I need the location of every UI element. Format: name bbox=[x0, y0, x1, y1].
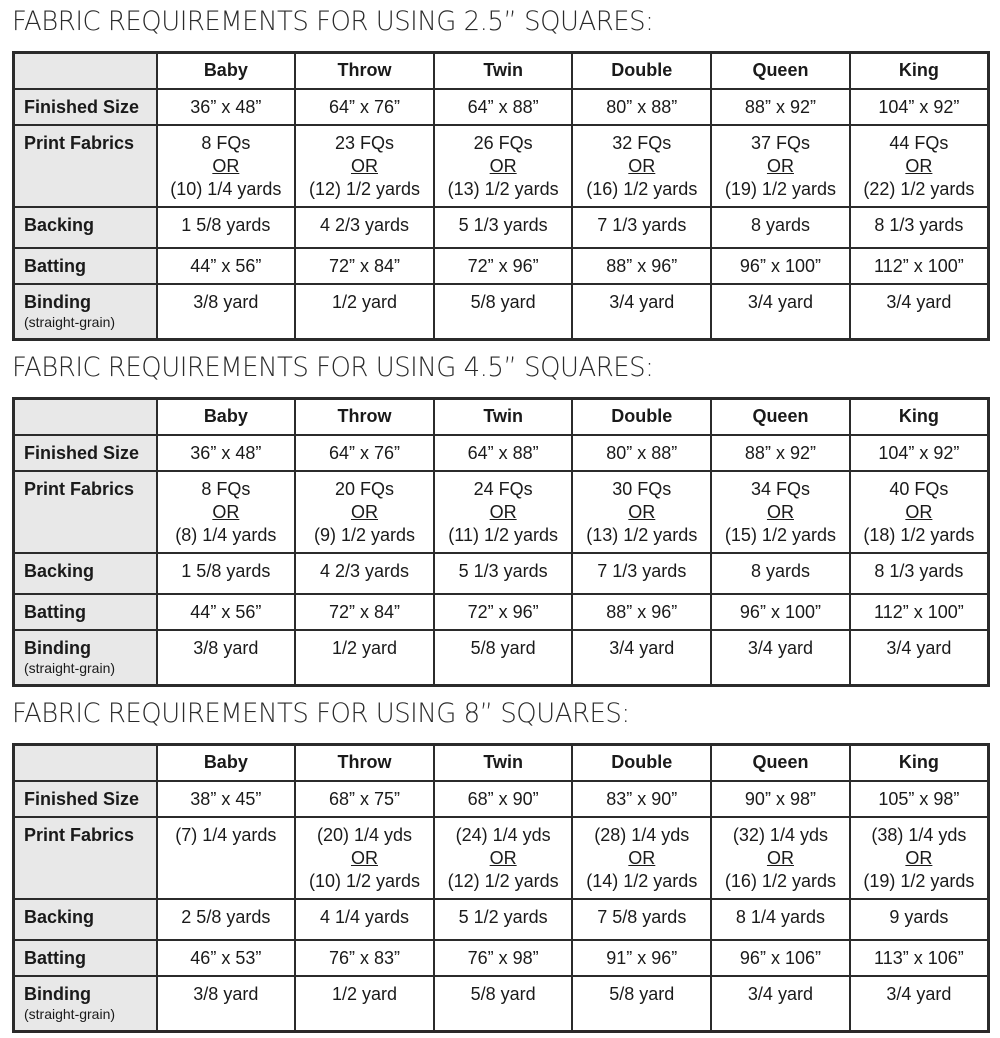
section-title: FABRIC REQUIREMENTS FOR USING 4.5” SQUARES: bbox=[12, 352, 654, 383]
fabric-alt-quantity: (10) 1/2 yards bbox=[308, 870, 421, 891]
fabric-alt-quantity: (18) 1/2 yards bbox=[863, 524, 975, 545]
binding-row bbox=[14, 630, 989, 686]
fabric-alt-quantity: (19) 1/2 yards bbox=[863, 870, 975, 891]
table-cell: 3/4 yard bbox=[572, 630, 711, 686]
table-cell: 7 5/8 yards bbox=[572, 899, 711, 940]
column-header-king: King bbox=[850, 745, 989, 781]
table-cell bbox=[295, 471, 434, 553]
table-cell: 1 5/8 yards bbox=[157, 553, 296, 594]
backing-row bbox=[14, 553, 989, 594]
table-cell: 80” x 88” bbox=[572, 89, 711, 125]
or-label: OR bbox=[766, 847, 794, 868]
fabric-alt-quantity: (19) 1/2 yards bbox=[724, 178, 836, 199]
fabric-quantity: (24) 1/4 yds bbox=[455, 824, 551, 845]
table-cell: 91” x 96” bbox=[572, 940, 711, 976]
row-label-backing: Backing bbox=[14, 207, 157, 248]
header-row bbox=[14, 399, 989, 435]
table-cell bbox=[295, 125, 434, 207]
table-cell: 36” x 48” bbox=[157, 89, 296, 125]
table-cell bbox=[434, 817, 573, 899]
row-label-print-fabrics: Print Fabrics bbox=[14, 817, 157, 899]
table-cell: 44” x 56” bbox=[157, 248, 296, 284]
table-cell: 1/2 yard bbox=[295, 284, 434, 340]
fabric-alt-quantity: (15) 1/2 yards bbox=[724, 524, 836, 545]
fabric-alt-quantity: (8) 1/4 yards bbox=[175, 524, 277, 545]
or-label: OR bbox=[350, 847, 378, 868]
table-cell: 4 2/3 yards bbox=[295, 553, 434, 594]
table-cell: 105” x 98” bbox=[850, 781, 989, 817]
row-label-binding bbox=[14, 630, 157, 686]
column-header-twin: Twin bbox=[434, 53, 573, 89]
table-cell: 5 1/3 yards bbox=[434, 553, 573, 594]
finished-size-row bbox=[14, 781, 989, 817]
table-cell: 72” x 96” bbox=[434, 594, 573, 630]
row-label-backing: Backing bbox=[14, 899, 157, 940]
column-header-king: King bbox=[850, 53, 989, 89]
corner-cell bbox=[14, 745, 157, 781]
table-cell: 9 yards bbox=[850, 899, 989, 940]
fabric-quantity: 24 FQs bbox=[473, 478, 533, 499]
batting-row bbox=[14, 248, 989, 284]
backing-row bbox=[14, 207, 989, 248]
column-header-baby: Baby bbox=[157, 53, 296, 89]
table-cell: 46” x 53” bbox=[157, 940, 296, 976]
table-cell: 3/4 yard bbox=[572, 284, 711, 340]
section-title: FABRIC REQUIREMENTS FOR USING 2.5” SQUARES: bbox=[12, 6, 654, 37]
column-header-twin: Twin bbox=[434, 399, 573, 435]
print-fabrics-row bbox=[14, 817, 989, 899]
row-label-binding bbox=[14, 976, 157, 1032]
fabric-quantity: 37 FQs bbox=[750, 132, 810, 153]
fabric-alt-quantity: (16) 1/2 yards bbox=[586, 178, 698, 199]
table-cell: 8 yards bbox=[711, 553, 850, 594]
binding-label: Binding bbox=[24, 983, 91, 1004]
fabric-alt-quantity: (11) 1/2 yards bbox=[448, 524, 558, 545]
section-4-5-squares bbox=[0, 352, 1000, 687]
column-header-double: Double bbox=[572, 399, 711, 435]
or-label: OR bbox=[766, 501, 794, 522]
binding-sublabel: (straight-grain) bbox=[24, 313, 116, 330]
table-cell: 3/8 yard bbox=[157, 284, 296, 340]
or-label: OR bbox=[212, 155, 240, 176]
column-header-double: Double bbox=[572, 53, 711, 89]
table-cell: 1/2 yard bbox=[295, 630, 434, 686]
or-label: OR bbox=[628, 847, 656, 868]
table-cell: 38” x 45” bbox=[157, 781, 296, 817]
table-cell: 4 1/4 yards bbox=[295, 899, 434, 940]
fabric-quantity: 40 FQs bbox=[889, 478, 949, 499]
table-cell: 96” x 100” bbox=[711, 248, 850, 284]
column-header-queen: Queen bbox=[711, 399, 850, 435]
fabric-alt-quantity: (22) 1/2 yards bbox=[863, 178, 975, 199]
column-header-baby: Baby bbox=[157, 399, 296, 435]
or-label: OR bbox=[350, 155, 378, 176]
requirements-table bbox=[12, 743, 990, 1033]
fabric-quantity: 32 FQs bbox=[612, 132, 672, 153]
print-fabrics-row bbox=[14, 471, 989, 553]
row-label-finished-size: Finished Size bbox=[14, 781, 157, 817]
corner-cell bbox=[14, 53, 157, 89]
column-header-double: Double bbox=[572, 745, 711, 781]
or-label: OR bbox=[766, 155, 794, 176]
table-cell: 68” x 90” bbox=[434, 781, 573, 817]
fabric-quantity: (38) 1/4 yds bbox=[871, 824, 967, 845]
row-label-batting: Batting bbox=[14, 940, 157, 976]
binding-sublabel: (straight-grain) bbox=[24, 1005, 116, 1022]
batting-row bbox=[14, 940, 989, 976]
row-label-binding bbox=[14, 284, 157, 340]
column-header-king: King bbox=[850, 399, 989, 435]
finished-size-row bbox=[14, 89, 989, 125]
fabric-alt-quantity: (13) 1/2 yards bbox=[447, 178, 559, 199]
table-cell: 5/8 yard bbox=[434, 630, 573, 686]
fabric-alt-quantity: (9) 1/2 yards bbox=[313, 524, 415, 545]
table-cell: 1/2 yard bbox=[295, 976, 434, 1032]
table-cell bbox=[850, 125, 989, 207]
binding-row bbox=[14, 284, 989, 340]
row-label-batting: Batting bbox=[14, 594, 157, 630]
table-cell: 3/4 yard bbox=[850, 976, 989, 1032]
table-cell bbox=[850, 471, 989, 553]
or-label: OR bbox=[628, 155, 656, 176]
table-cell: 3/4 yard bbox=[711, 976, 850, 1032]
fabric-quantity: (7) 1/4 yards bbox=[175, 824, 277, 845]
table-cell bbox=[850, 817, 989, 899]
fabric-quantity: (32) 1/4 yds bbox=[732, 824, 828, 845]
row-label-print-fabrics: Print Fabrics bbox=[14, 471, 157, 553]
or-label: OR bbox=[489, 501, 517, 522]
table-cell: 7 1/3 yards bbox=[572, 207, 711, 248]
row-label-print-fabrics: Print Fabrics bbox=[14, 125, 157, 207]
or-label: OR bbox=[350, 501, 378, 522]
column-header-twin: Twin bbox=[434, 745, 573, 781]
table-cell: 68” x 75” bbox=[295, 781, 434, 817]
table-cell: 90” x 98” bbox=[711, 781, 850, 817]
binding-row bbox=[14, 976, 989, 1032]
table-cell bbox=[434, 471, 573, 553]
table-cell: 5 1/3 yards bbox=[434, 207, 573, 248]
section-2-5-squares bbox=[0, 6, 1000, 341]
table-cell: 64” x 88” bbox=[434, 89, 573, 125]
table-cell: 96” x 106” bbox=[711, 940, 850, 976]
table-cell: 3/4 yard bbox=[850, 630, 989, 686]
table-cell: 3/4 yard bbox=[711, 284, 850, 340]
column-header-throw: Throw bbox=[295, 53, 434, 89]
fabric-quantity: 8 FQs bbox=[201, 478, 251, 499]
table-cell bbox=[572, 471, 711, 553]
or-label: OR bbox=[489, 155, 517, 176]
table-cell: 2 5/8 yards bbox=[157, 899, 296, 940]
table-cell bbox=[711, 125, 850, 207]
table-cell: 64” x 76” bbox=[295, 89, 434, 125]
table-cell: 83” x 90” bbox=[572, 781, 711, 817]
table-cell: 3/8 yard bbox=[157, 630, 296, 686]
fabric-alt-quantity: (12) 1/2 yards bbox=[447, 870, 559, 891]
table-cell: 7 1/3 yards bbox=[572, 553, 711, 594]
row-label-backing: Backing bbox=[14, 553, 157, 594]
table-cell bbox=[711, 471, 850, 553]
fabric-quantity: 34 FQs bbox=[750, 478, 810, 499]
table-cell bbox=[572, 125, 711, 207]
requirements-table bbox=[12, 397, 990, 687]
table-cell: 104” x 92” bbox=[850, 435, 989, 471]
table-cell: 112” x 100” bbox=[850, 594, 989, 630]
binding-label: Binding bbox=[24, 291, 91, 312]
binding-label: Binding bbox=[24, 637, 91, 658]
column-header-queen: Queen bbox=[711, 745, 850, 781]
table-cell: 88” x 96” bbox=[572, 594, 711, 630]
fabric-quantity: 8 FQs bbox=[201, 132, 251, 153]
table-cell: 88” x 92” bbox=[711, 435, 850, 471]
binding-sublabel: (straight-grain) bbox=[24, 659, 116, 676]
fabric-quantity: 23 FQs bbox=[334, 132, 394, 153]
table-cell: 72” x 84” bbox=[295, 248, 434, 284]
or-label: OR bbox=[628, 501, 656, 522]
table-cell: 1 5/8 yards bbox=[157, 207, 296, 248]
table-cell: 72” x 84” bbox=[295, 594, 434, 630]
table-cell bbox=[434, 125, 573, 207]
table-cell: 64” x 76” bbox=[295, 435, 434, 471]
column-header-throw: Throw bbox=[295, 399, 434, 435]
table-cell: 3/8 yard bbox=[157, 976, 296, 1032]
section-title: FABRIC REQUIREMENTS FOR USING 8” SQUARES: bbox=[12, 698, 630, 729]
table-cell: 104” x 92” bbox=[850, 89, 989, 125]
print-fabrics-row bbox=[14, 125, 989, 207]
table-cell: 8 1/3 yards bbox=[850, 553, 989, 594]
table-cell: 113” x 106” bbox=[850, 940, 989, 976]
table-cell bbox=[157, 471, 296, 553]
fabric-alt-quantity: (14) 1/2 yards bbox=[586, 870, 698, 891]
table-cell: 76” x 98” bbox=[434, 940, 573, 976]
fabric-alt-quantity: (16) 1/2 yards bbox=[724, 870, 836, 891]
or-label: OR bbox=[905, 155, 933, 176]
section-8-squares bbox=[0, 698, 1000, 1033]
column-header-baby: Baby bbox=[157, 745, 296, 781]
fabric-quantity: 44 FQs bbox=[889, 132, 949, 153]
table-cell: 96” x 100” bbox=[711, 594, 850, 630]
batting-row bbox=[14, 594, 989, 630]
corner-cell bbox=[14, 399, 157, 435]
table-cell: 36” x 48” bbox=[157, 435, 296, 471]
table-cell: 44” x 56” bbox=[157, 594, 296, 630]
fabric-quantity: (28) 1/4 yds bbox=[594, 824, 690, 845]
table-cell: 8 1/3 yards bbox=[850, 207, 989, 248]
table-cell: 5/8 yard bbox=[434, 284, 573, 340]
table-cell: 88” x 92” bbox=[711, 89, 850, 125]
table-cell: 64” x 88” bbox=[434, 435, 573, 471]
table-cell: 72” x 96” bbox=[434, 248, 573, 284]
table-cell: 3/4 yard bbox=[711, 630, 850, 686]
fabric-alt-quantity: (12) 1/2 yards bbox=[308, 178, 421, 199]
or-label: OR bbox=[905, 501, 933, 522]
row-label-finished-size: Finished Size bbox=[14, 435, 157, 471]
table-cell: 8 yards bbox=[711, 207, 850, 248]
table-cell: 80” x 88” bbox=[572, 435, 711, 471]
backing-row bbox=[14, 899, 989, 940]
fabric-alt-quantity: (13) 1/2 yards bbox=[586, 524, 698, 545]
fabric-quantity: 20 FQs bbox=[334, 478, 394, 499]
column-header-queen: Queen bbox=[711, 53, 850, 89]
table-cell bbox=[157, 817, 296, 899]
table-cell: 4 2/3 yards bbox=[295, 207, 434, 248]
or-label: OR bbox=[905, 847, 933, 868]
table-cell bbox=[572, 817, 711, 899]
header-row bbox=[14, 53, 989, 89]
fabric-quantity: (20) 1/4 yds bbox=[316, 824, 412, 845]
table-cell: 5/8 yard bbox=[434, 976, 573, 1032]
table-cell: 3/4 yard bbox=[850, 284, 989, 340]
or-label: OR bbox=[489, 847, 517, 868]
fabric-quantity: 30 FQs bbox=[612, 478, 672, 499]
column-header-throw: Throw bbox=[295, 745, 434, 781]
table-cell bbox=[157, 125, 296, 207]
table-cell: 5/8 yard bbox=[572, 976, 711, 1032]
or-label: OR bbox=[212, 501, 240, 522]
fabric-quantity: 26 FQs bbox=[473, 132, 533, 153]
table-cell: 76” x 83” bbox=[295, 940, 434, 976]
table-cell bbox=[295, 817, 434, 899]
row-label-finished-size: Finished Size bbox=[14, 89, 157, 125]
table-cell: 112” x 100” bbox=[850, 248, 989, 284]
table-cell: 5 1/2 yards bbox=[434, 899, 573, 940]
table-cell: 88” x 96” bbox=[572, 248, 711, 284]
requirements-table bbox=[12, 51, 990, 341]
row-label-batting: Batting bbox=[14, 248, 157, 284]
table-cell: 8 1/4 yards bbox=[711, 899, 850, 940]
finished-size-row bbox=[14, 435, 989, 471]
header-row bbox=[14, 745, 989, 781]
fabric-alt-quantity: (10) 1/4 yards bbox=[170, 178, 282, 199]
table-cell bbox=[711, 817, 850, 899]
